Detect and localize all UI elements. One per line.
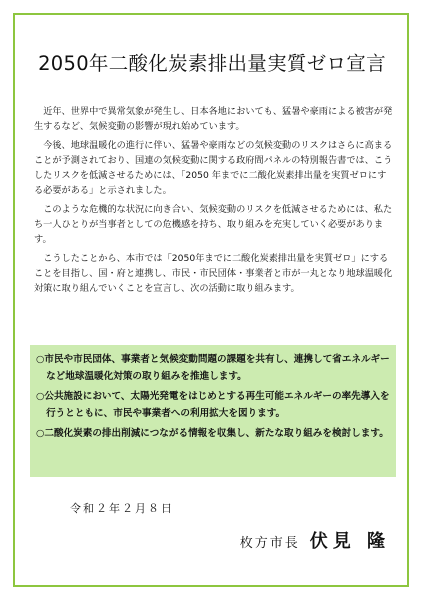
declaration-date: 令和２年２月８日: [70, 502, 174, 515]
action-item-1: ○市民や市民団体、事業者と気候変動問題の課題を共有し、連携して省エネルギーなど地球温暖化対策の取り組みを推進します。: [36, 354, 390, 382]
paragraph-3: このような危機的な状況に向き合い、気候変動のリスクを低減させるためには、私たち一人ひとりが当事者としての危機感を持ち、取り組みを充実していく必要があります。: [34, 204, 393, 245]
declaration-body: [34, 104, 394, 300]
signature: [240, 527, 390, 553]
paragraph-2: 今後、地球温暖化の進行に伴い、猛暑や豪雨などの気候変動のリスクはさらに高まることが予測されており、国連の気候変動に関する政府間パネルの特別報告書では、こうしたリスクを低減させるためには、「2050 年までに二酸化炭素排出量を実質ゼロにする必要がある」と示されました。: [34, 140, 393, 196]
signature-name: 伏見 隆: [309, 531, 390, 552]
declaration-title: 2050年二酸化炭素排出量実質ゼロ宣言: [38, 52, 386, 75]
action-list-box: [30, 345, 396, 477]
paragraph-1: 近年、世界中で異常気象が発生し、日本各地においても、猛暑や豪雨による被害が発生するなど、気候変動の影響が現れ始めています。: [34, 106, 393, 132]
signature-role: 枚方市長: [239, 536, 300, 551]
action-item-3: ○二酸化炭素の排出削減につながる情報を収集し、新たな取り組みを検討します。: [36, 428, 389, 439]
action-item-2: ○公共施設において、太陽光発電をはじめとする再生可能エネルギーの率先導入を行うとともに、市民や事業者への利用拡大を図ります。: [36, 391, 390, 419]
paragraph-4: こうしたことから、本市では「2050年までに二酸化炭素排出量を実質ゼロ」にすることを目指し、国・府と連携し、市民・市民団体・事業者と市が一丸となり地球温暖化対策に取り組んでいくことを宣言し、次の活動に取り組みます。: [34, 253, 393, 294]
